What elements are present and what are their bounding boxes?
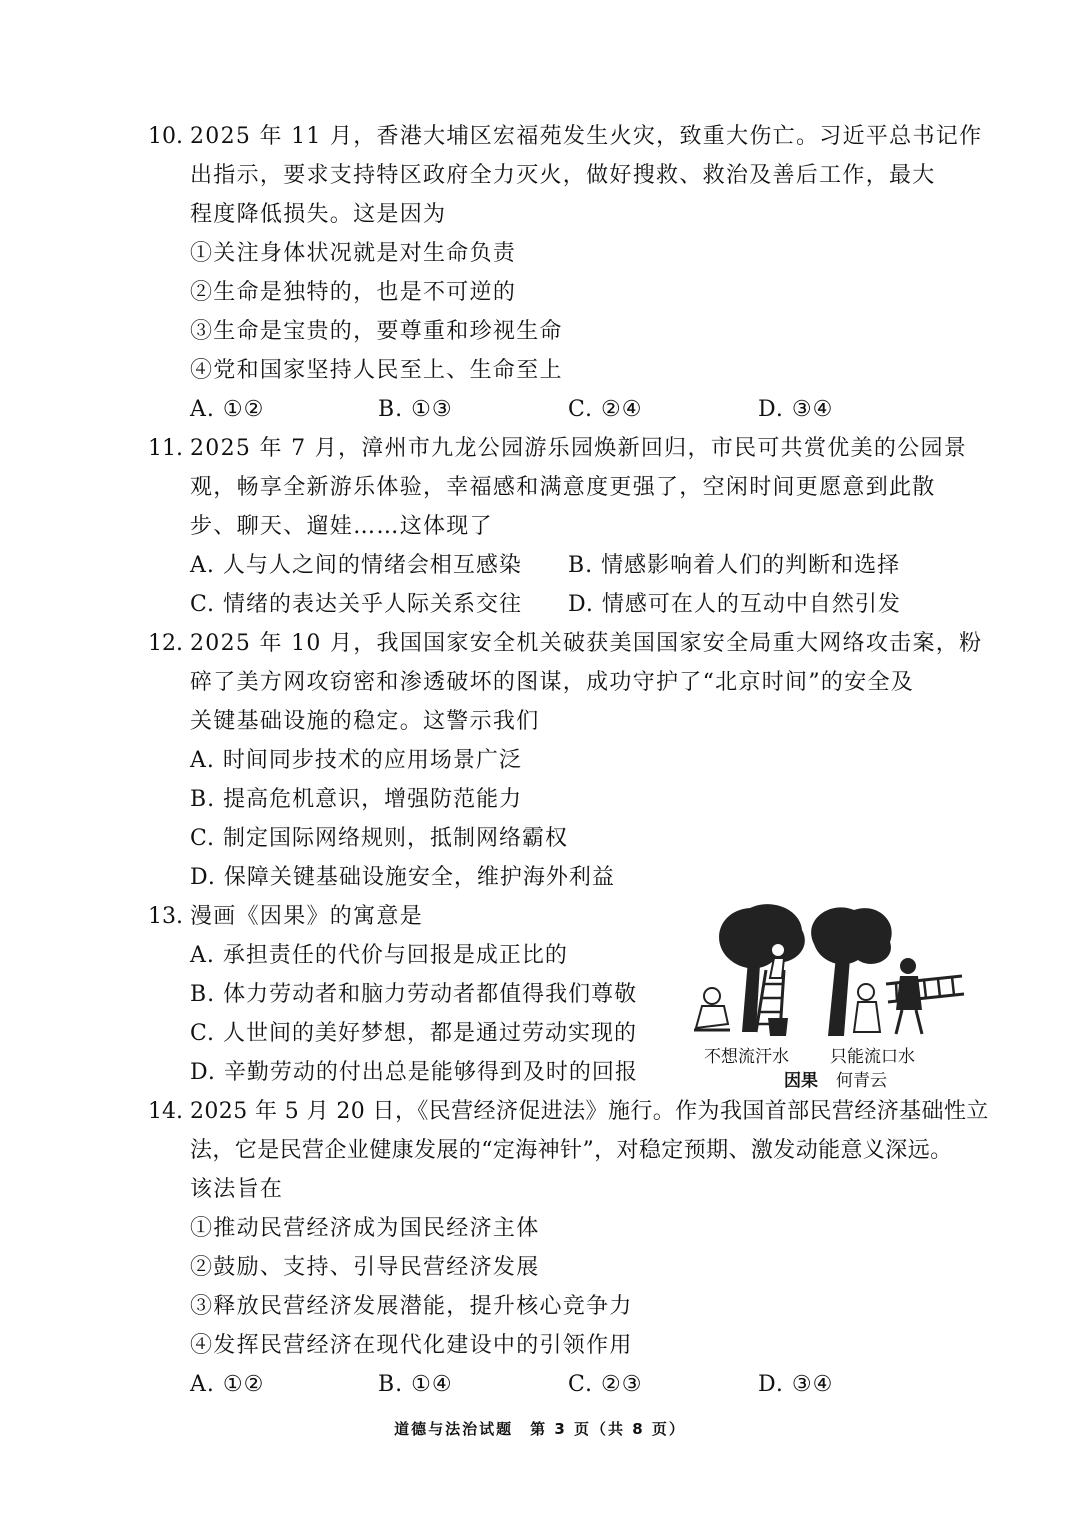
- statement-item: ①推动民营经济成为国民经济主体: [190, 1216, 540, 1241]
- question-number: 11.: [148, 436, 183, 461]
- statement-item: ④发挥民营经济在现代化建设中的引领作用: [190, 1333, 633, 1358]
- stem-line: 程度降低损失。这是因为: [190, 202, 447, 227]
- question-number: 13.: [148, 904, 183, 929]
- option-b: B. ①③: [378, 397, 453, 422]
- statement-item: ②生命是独特的，也是不可逆的: [190, 280, 517, 305]
- option-d: D. 情感可在人的互动中自然引发: [568, 592, 901, 617]
- option-a: A. 人与人之间的情绪会相互感染: [190, 553, 522, 578]
- option-b: B. ①④: [378, 1372, 453, 1397]
- option-c: C. 制定国际网络规则，抵制网络霸权: [190, 826, 569, 851]
- statement-item: ④党和国家坚持人民至上、生命至上: [190, 358, 563, 383]
- stem-line: 出指示，要求支持特区政府全力灭火，做好搜救、救治及善后工作，最大: [190, 163, 936, 188]
- option-b: B. 体力劳动者和脑力劳动者都值得我们尊敬: [190, 982, 638, 1007]
- question-number: 14.: [148, 1099, 183, 1124]
- stem-line: 法，它是民营企业健康发展的“定海神针”，对稳定预期、激发动能意义深远。: [190, 1138, 953, 1163]
- stem-line: 关键基础设施的稳定。这警示我们: [190, 709, 540, 734]
- option-c: C. ②④: [568, 397, 643, 422]
- option-a: A. 时间同步技术的应用场景广泛: [190, 748, 522, 773]
- cartoon-author: 何青云: [836, 1071, 887, 1091]
- stem-line: 2025 年 10 月，我国国家安全机关破获美国国家安全局重大网络攻击案，粉: [190, 631, 983, 656]
- option-c: C. 人世间的美好梦想，都是通过劳动实现的: [190, 1021, 638, 1046]
- statement-item: ③生命是宝贵的，要尊重和珍视生命: [190, 319, 563, 344]
- option-a: A. 承担责任的代价与回报是成正比的: [190, 943, 568, 968]
- question-number: 12.: [148, 631, 183, 656]
- option-c: C. ②③: [568, 1372, 643, 1397]
- cartoon-drawing: [690, 900, 966, 1050]
- cartoon-caption-left: 不想流汗水: [704, 1047, 789, 1067]
- statement-item: ②鼓励、支持、引导民营经济发展: [190, 1255, 540, 1280]
- option-a: A. ①②: [190, 1372, 265, 1397]
- option-c: C. 情绪的表达关乎人际关系交往: [190, 592, 523, 617]
- page-footer: 道德与法治试题 第 3 页（共 8 页）: [394, 1420, 686, 1438]
- option-b: B. 情感影响着人们的判断和选择: [568, 553, 901, 578]
- cartoon-title: 因果: [784, 1071, 818, 1091]
- option-b: B. 提高危机意识，增强防范能力: [190, 787, 523, 812]
- statement-item: ③释放民营经济发展潜能，提升核心竞争力: [190, 1294, 633, 1319]
- stem-line: 2025 年 11 月，香港大埔区宏福苑发生火灾，致重大伤亡。习近平总书记作: [190, 124, 983, 149]
- option-d: D. 保障关键基础设施安全，维护海外利益: [190, 865, 615, 890]
- stem-line: 2025 年 7 月，漳州市九龙公园游乐园焕新回归，市民可共赏优美的公园景: [190, 436, 968, 461]
- option-a: A. ①②: [190, 397, 265, 422]
- option-d: D. ③④: [758, 397, 834, 422]
- question-number: 10.: [148, 124, 183, 149]
- stem-line: 漫画《因果》的寓意是: [190, 904, 424, 929]
- cartoon-illustration: [690, 900, 966, 1090]
- option-d: D. 辛勤劳动的付出总是能够得到及时的回报: [190, 1060, 638, 1085]
- stem-line: 该法旨在: [190, 1177, 284, 1202]
- option-d: D. ③④: [758, 1372, 834, 1397]
- stem-line: 步、聊天、遛娃……这体现了: [190, 514, 493, 539]
- cartoon-caption-right: 只能流口水: [830, 1047, 915, 1067]
- stem-line: 碎了美方网攻窃密和渗透破坏的图谋，成功守护了“北京时间”的安全及: [190, 670, 915, 695]
- stem-line: 2025 年 5 月 20 日，《民营经济促进法》施行。作为我国首部民营经济基础性立: [190, 1099, 989, 1124]
- stem-line: 观，畅享全新游乐体验，幸福感和满意度更强了，空闲时间更愿意到此散: [190, 475, 936, 500]
- statement-item: ①关注身体状况就是对生命负责: [190, 241, 517, 266]
